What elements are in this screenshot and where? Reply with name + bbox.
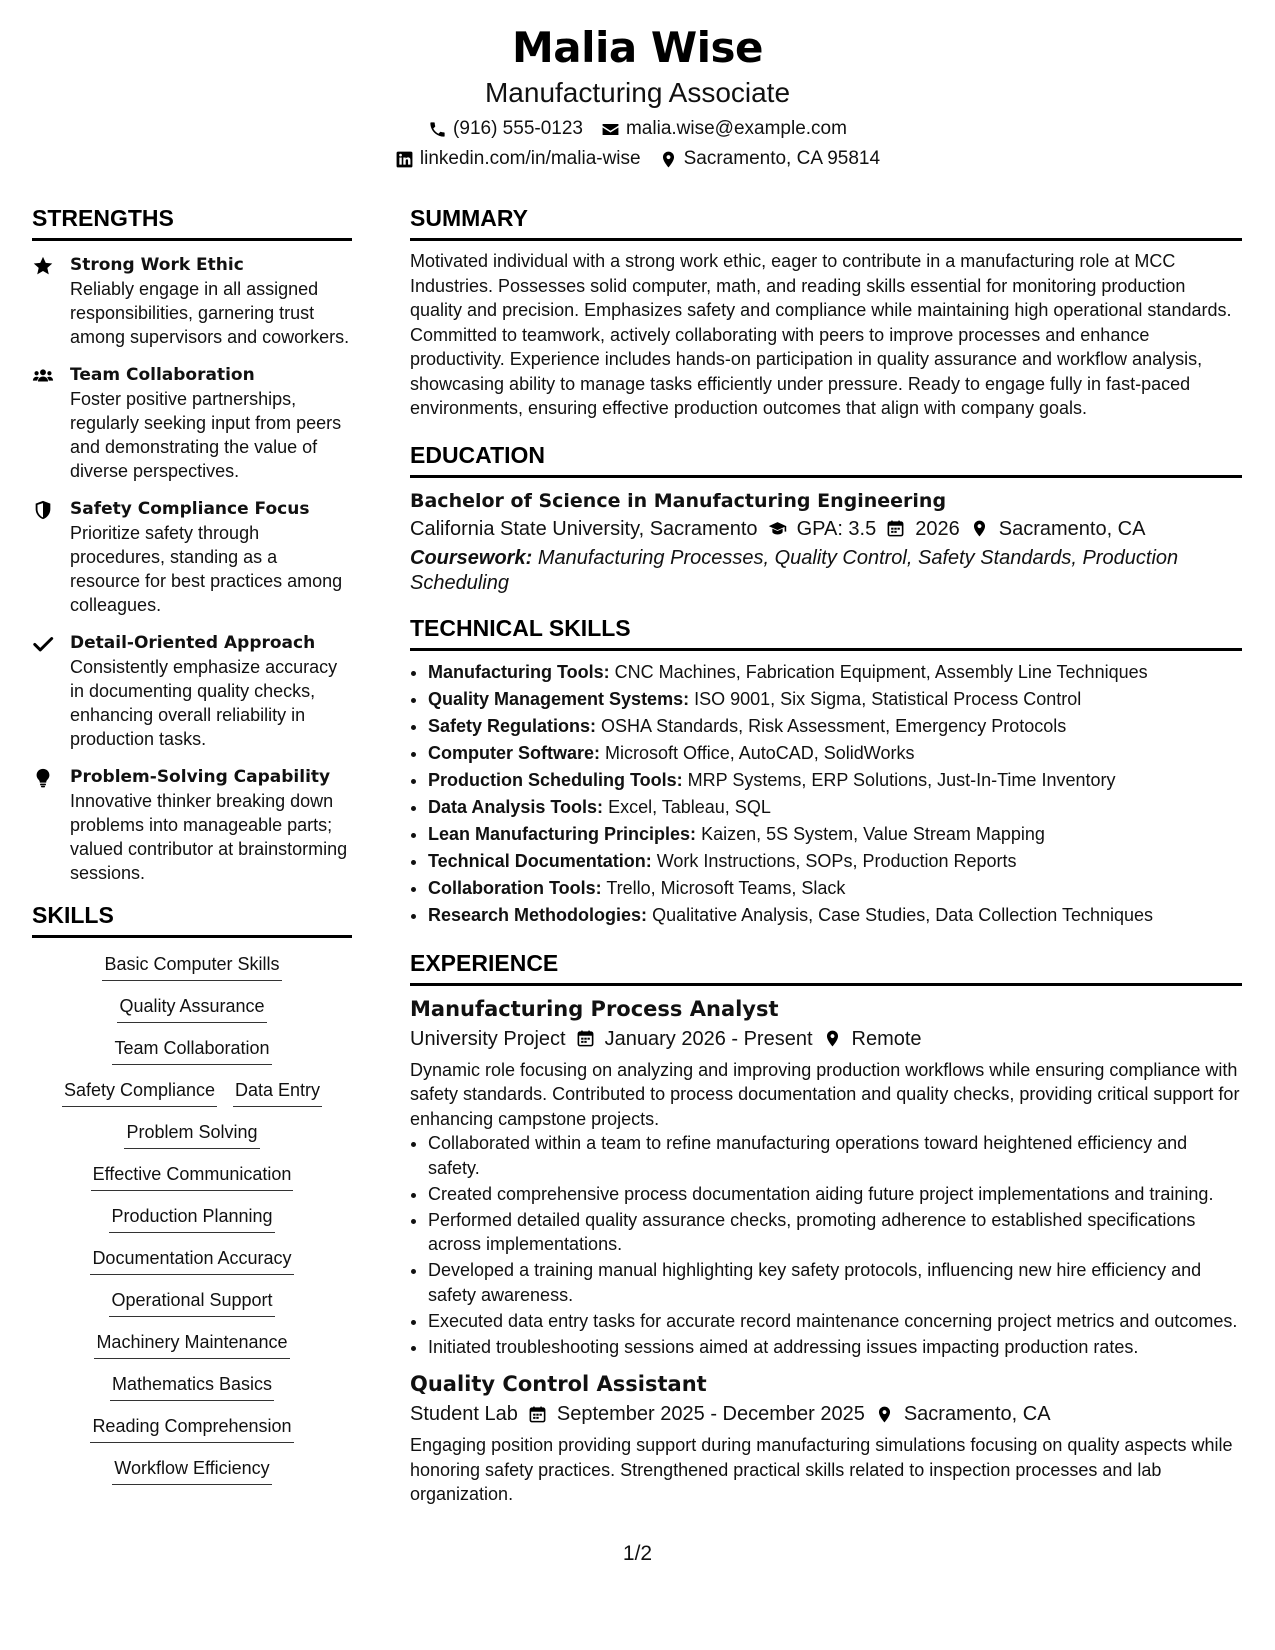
tech-label: Research Methodologies: [428,904,648,925]
tech-label: Data Analysis Tools: [428,796,604,817]
tech-value: ISO 9001, Six Sigma, Statistical Process Control [694,688,1082,709]
skill-tag: Workflow Efficiency [112,1454,271,1485]
skill-row [94,1328,289,1359]
list-item [428,767,1242,794]
strength-title: Detail-Oriented Approach [70,633,316,653]
tech-value: Kaizen, 5S System, Value Stream Mapping [701,823,1045,844]
skill-row [112,1034,271,1065]
phone-icon [428,120,447,139]
tech-value: MRP Systems, ERP Solutions, Just-In-Time Inventory [687,769,1116,790]
linkedin-icon [395,150,414,169]
skill-row [109,1202,274,1233]
skill-row [110,1370,274,1401]
tech-label: Production Scheduling Tools: [428,769,683,790]
strength-desc: Consistently emphasize accuracy in documenting quality checks, enhancing overall reliability in production tasks. [70,657,338,749]
coursework [410,546,1242,596]
candidate-title: Manufacturing Associate [484,77,791,108]
strengths-heading: STRENGTHS [32,204,352,241]
job-meta [410,1024,1242,1054]
skill-tag: Team Collaboration [112,1034,271,1065]
list-item [428,848,1242,875]
tech-label: Safety Regulations: [428,715,597,736]
list-item: • Created comprehensive process documentation aiding future project implementations and training. [428,1182,1242,1207]
contact-phone [428,114,583,144]
skill-tag: Effective Communication [91,1160,294,1191]
right-column [410,204,1242,1507]
tech-value: Trello, Microsoft Teams, Slack [606,877,846,898]
strength-desc: Foster positive partnerships, regularly seeking input from peers and demonstrating the value of diverse perspectives. [70,389,342,481]
job-title: Manufacturing Process Analyst [410,996,779,1021]
skill-tag: Machinery Maintenance [94,1328,289,1359]
strength-title: Strong Work Ethic [70,255,244,275]
calendar-icon [576,1029,595,1048]
tech-label: Technical Documentation: [428,850,652,871]
map-pin-icon [659,150,678,169]
education-heading: EDUCATION [410,441,1242,478]
strengths-list [32,253,352,885]
map-pin-icon [970,519,989,538]
contact-row-1 [0,114,1275,144]
list-item [428,686,1242,713]
gpa-text: GPA: 3.5 [796,517,877,540]
linkedin-text: linkedin.com/in/malia-wise [419,148,641,169]
list-item [428,821,1242,848]
email-text: malia.wise@example.com [625,118,847,139]
users-icon [32,365,54,387]
calendar-icon [886,519,905,538]
list-item [428,902,1242,929]
resume-header [0,20,1275,174]
job-dates: January 2026 - Present [604,1027,813,1050]
strength-item [32,497,352,617]
skill-tag: Data Entry [233,1076,322,1107]
tech-label: Collaboration Tools: [428,877,602,898]
lightbulb-icon [32,767,54,789]
shield-icon [32,499,54,521]
tech-value: CNC Machines, Fabrication Equipment, Assembly Line Techniques [614,661,1148,682]
strength-desc: Prioritize safety through procedures, standing as a resource for best practices among colleagues. [70,523,343,615]
star-icon [32,255,54,277]
tech-value: Work Instructions, SOPs, Production Reports [656,850,1017,871]
skill-row [90,1412,293,1443]
school-name: California State University, Sacramento [410,517,758,540]
skill-row [91,1160,294,1191]
strength-title: Team Collaboration [70,365,255,385]
skill-row [124,1118,259,1149]
tech-label: Quality Management Systems: [428,688,690,709]
skills-heading: SKILLS [32,901,352,938]
job-dates: September 2025 - December 2025 [556,1403,865,1425]
tech-value: OSHA Standards, Risk Assessment, Emergency Protocols [601,715,1067,736]
degree-title: Bachelor of Science in Manufacturing Engineering [410,489,947,512]
phone-text: (916) 555-0123 [453,118,583,139]
contact-row-2 [0,144,1275,174]
contact-email[interactable] [601,114,847,144]
list-item: • Executed data entry tasks for accurate record maintenance concerning project metrics and outcomes. [428,1309,1242,1334]
tech-label: Manufacturing Tools: [428,661,610,682]
skill-row [112,1454,271,1485]
skill-tag: Production Planning [109,1202,274,1233]
job-description: Engaging position providing support during manufacturing simulations focusing on quality aspects while honoring safety practices. Strengthened practical skills related to inspection processes and lab organization. [410,1435,1233,1504]
left-column [32,204,352,1496]
coursework-text: Manufacturing Processes, Quality Control, Safety Standards, Production Scheduling [410,546,1179,594]
tech-label: Lean Manufacturing Principles: [428,823,697,844]
list-item: • Initiated troubleshooting sessions aimed at addressing issues impacting production rates. [428,1335,1242,1360]
skill-tag: Documentation Accuracy [90,1244,293,1275]
check-icon [32,633,54,655]
technical-skills-heading: TECHNICAL SKILLS [410,614,1242,651]
strength-item [32,765,352,885]
candidate-name: Malia Wise [511,23,764,72]
skill-row [62,1076,322,1107]
graduation-cap-icon [768,519,787,538]
skills-list [32,950,352,1496]
skill-row [102,950,281,981]
job-title: Quality Control Assistant [410,1372,707,1396]
page-number: 1/2 [622,1542,653,1565]
tech-label: Computer Software: [428,742,601,763]
strength-item [32,253,352,349]
location-text: Sacramento, CA 95814 [683,148,881,169]
skill-tag: Problem Solving [124,1118,259,1149]
experience-heading: EXPERIENCE [410,949,1242,986]
strength-title: Problem-Solving Capability [70,767,331,787]
contact-location [659,144,880,174]
tech-value: Qualitative Analysis, Case Studies, Data Collection Techniques [652,904,1154,925]
job-location: Sacramento, CA [903,1403,1051,1425]
map-pin-icon [823,1029,842,1048]
job-org: University Project [410,1027,566,1050]
coursework-label: Coursework: [410,546,533,569]
calendar-icon [528,1405,547,1424]
list-item [428,875,1242,902]
strength-desc: Reliably engage in all assigned responsibilities, garnering trust among supervisors and coworkers. [70,279,350,347]
graduation-year: 2026 [915,517,960,540]
tech-value: Excel, Tableau, SQL [608,796,771,817]
list-item [428,659,1242,686]
map-pin-icon [875,1405,894,1424]
skill-tag: Mathematics Basics [110,1370,274,1401]
job-org: Student Lab [410,1403,518,1425]
list-item: • Collaborated within a team to refine manufacturing operations toward heightened efficiency and safety. [428,1131,1242,1180]
skill-tag: Quality Assurance [117,992,266,1023]
job-description: Dynamic role focusing on analyzing and improving production workflows while ensuring compliance with safety standards. Contributed to process documentation and quality checks, providing critical support for enhancing campstone projects. [410,1059,1240,1129]
contact-linkedin[interactable] [395,144,641,174]
skill-tag: Reading Comprehension [90,1412,293,1443]
summary-heading: SUMMARY [410,204,1242,241]
technical-skills-list [410,659,1242,929]
list-item: • Performed detailed quality assurance checks, promoting adherence to established specifications across implementations. [428,1208,1242,1257]
job-meta [410,1399,1242,1429]
skill-tag: Safety Compliance [62,1076,217,1107]
summary-text: Motivated individual with a strong work ethic, eager to contribute in a manufacturing role at MCC Industries. Possesses solid computer, math, and reading skills essential for monitoring production quality and precision. Emphasizes safety and compliance while maintaining high operational standards. Committed to teamwork, actively collaborating with peers to improve processes and enhance productivity. Experience includes hands-on participation in quality assurance and workflow analysis, showcasing ability to manage tasks efficiently under pressure. Ready to engage fully in fast-paced environments, ensuring effective production outcomes that align with company goals. [410,251,1232,418]
strength-title: Safety Compliance Focus [70,499,310,519]
envelope-icon [601,120,620,139]
skill-row [90,1244,293,1275]
strength-desc: Innovative thinker breaking down problems into manageable parts; valued contributor at brainstorming sessions. [70,791,348,883]
skill-tag: Operational Support [109,1286,274,1317]
education-meta [410,514,1242,544]
list-item [428,794,1242,821]
job-bullets [410,1131,1242,1359]
job-location: Remote [851,1027,922,1050]
strength-item [32,631,352,751]
job-entry [410,1369,1242,1507]
skill-tag: Basic Computer Skills [102,950,281,981]
skill-row [117,992,266,1023]
strength-item [32,363,352,483]
tech-value: Microsoft Office, AutoCAD, SolidWorks [605,742,915,763]
list-item [428,740,1242,767]
list-item: • Developed a training manual highlighting key safety protocols, influencing new hire efficiency and safety awareness. [428,1258,1242,1307]
school-location: Sacramento, CA [998,517,1146,540]
list-item [428,713,1242,740]
skill-row [109,1286,274,1317]
job-entry [410,994,1242,1360]
